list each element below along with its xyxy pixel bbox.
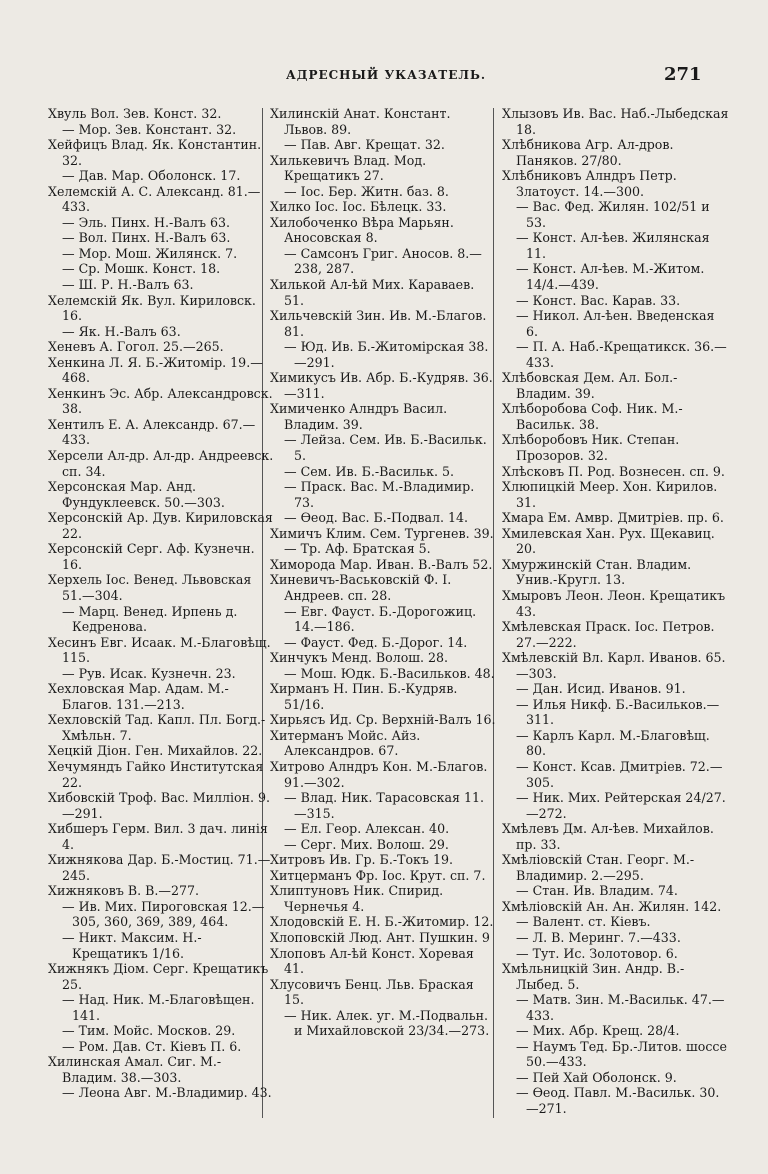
directory-entry: — Ш. Р. Н.-Валъ 63.	[62, 277, 194, 293]
directory-entry: Хвуль Вол. Зев. Конст. 32.	[48, 106, 222, 121]
directory-entry: Хеневъ А. Гогол. 25.—265.	[48, 339, 224, 355]
directory-entry: — Фауст. Фед. Б.-Дорог. 14.	[284, 634, 468, 650]
column-3	[502, 106, 730, 1117]
directory-entry: Хенкина Л. Я. Б.-Житомір. 19.—468.	[48, 354, 263, 386]
directory-entry: — Пав. Авг. Крещат. 32.	[284, 137, 445, 153]
directory-entry: Хибшеръ Герм. Вил. 3 дач. линія 4.	[48, 821, 268, 852]
running-title: АДРЕСНЫЙ УКАЗАТЕЛЬ.	[286, 68, 487, 82]
directory-entry: Хирманъ Н. Пин. Б.-Кудряв. 51/16.	[270, 681, 458, 712]
directory-entry: Хлѣбовская Дем. Ал. Бол.-Владим. 39.	[502, 370, 678, 401]
directory-entry: Химичъ Клим. Сем. Тургенев. 39.	[270, 525, 494, 541]
directory-entry: Химиченко Алндръ Васил. Владим. 39.	[270, 401, 448, 432]
directory-entry: — Ср. Мошк. Конст. 18.	[62, 261, 221, 277]
directory-entry: Хиневичъ-Васьковскій Ф. І. Андреев. сп. 28.	[270, 572, 452, 603]
directory-entry: Хенкинъ Эс. Абр. Александровск. 38.	[48, 385, 273, 417]
directory-entry: Хитцерманъ Фр. Іос. Крут. сп. 7.	[270, 867, 486, 883]
page-number: 271	[664, 64, 702, 85]
directory-entry: Хилко Іос. Іос. Бѣлецк. 33.	[270, 199, 447, 215]
directory-entry: — Іос. Бер. Житн. баз. 8.	[284, 183, 449, 199]
directory-entry: — Евг. Фауст. Б.-Дорогожиц. 14.—186.	[284, 603, 477, 635]
directory-entry: Хелемскій Як. Вул. Кириловск. 16.	[48, 292, 256, 324]
directory-entry: — Ром. Дав. Ст. Кіевъ П. 6.	[62, 1038, 242, 1054]
directory-entry: — Конст. Ал-ѣев. М.-Житом. 14/4.—439.	[516, 261, 705, 293]
directory-entry: — Вас. Фед. Жилян. 102/51 и 53.	[516, 199, 710, 230]
directory-entry: Хмѣлевская Праск. Іос. Петров. 27.—222.	[502, 619, 715, 650]
directory-entry: — П. А. Наб.-Крещатикск. 36.—433.	[516, 339, 727, 370]
directory-entry: Хлѣбникова Агр. Ал-дров. Паняков. 27/80.	[502, 137, 674, 168]
directory-entry: Хирьясъ Ид. Ср. Верхній-Валъ 16.	[270, 712, 496, 728]
directory-entry: Хилобоченко Вѣра Марьян. Аносовская 8.	[270, 214, 454, 246]
directory-entry: — Над. Ник. М.-Благовѣщен. 141.	[62, 992, 255, 1023]
directory-entry: — Самсонъ Григ. Аносов. 8.—238, 287.	[284, 245, 482, 277]
directory-entry: Херсонскій Ар. Дув. Кириловская 22.	[48, 510, 273, 541]
directory-entry: — Мих. Абр. Крещ. 28/4.	[516, 1023, 680, 1039]
directory-entry: Хмѣліовскій Стан. Георг. М.-Владимир. 2.—295.	[502, 852, 695, 883]
directory-entry: Хлюпицкій Меер. Хон. Кирилов. 31.	[502, 479, 718, 510]
directory-entry: Хилькой Ал-ѣй Мих. Караваев. 51.	[270, 277, 475, 308]
directory-entry: Хлоповъ Ал-ѣй Конст. Хоревая 41.	[270, 945, 474, 977]
directory-entry: Хентилъ Е. А. Александр. 67.—433.	[48, 416, 256, 448]
directory-entry: — Ив. Мих. Пироговская 12.—305, 360, 369, 389, 464.	[62, 898, 265, 930]
directory-entry: Хехловская Мар. Адам. М.-Благов. 131.—213.	[48, 681, 229, 712]
directory-entry: Хинчукъ Менд. Волош. 28.	[270, 650, 449, 666]
directory-entry: Хижняковъ В. В.—277.	[48, 883, 199, 899]
directory-entry: — Тим. Мойс. Москов. 29.	[62, 1023, 236, 1039]
directory-entry: Хлызовъ Ив. Вас. Наб.-Лыбедская 18.	[502, 106, 729, 137]
directory-entry: Хлиптуновъ Ник. Спирид. Чернечья 4.	[270, 883, 444, 914]
directory-entry: — Мор. Зев. Констант. 32.	[62, 121, 237, 137]
directory-entry: — Илья Никф. Б.-Васильков.—311.	[516, 696, 720, 728]
directory-entry: — Эль. Пинх. Н.-Валъ 63.	[62, 214, 231, 230]
directory-entry: — Ник. Мих. Рейтерская 24/27.—272.	[516, 790, 726, 821]
directory-entry: — Никол. Ал-ѣен. Введенская 6.	[516, 308, 715, 339]
directory-entry: Хецкій Діон. Ген. Михайлов. 22.	[48, 743, 263, 759]
directory-entry: — Влад. Ник. Тарасовская 11.—315.	[284, 790, 484, 821]
directory-entry: — Тр. Аф. Братская 5.	[284, 541, 431, 557]
directory-entry: Хилинскій Анат. Констант. Львов. 89.	[270, 106, 451, 137]
directory-entry: Хилькевичъ Влад. Мод. Крещатикъ 27.	[270, 152, 427, 184]
directory-entry: Хлусовичъ Бенц. Льв. Браская 15.	[270, 976, 474, 1008]
directory-entry: Хибовскій Троф. Вас. Милліон. 9.—291.	[48, 790, 271, 821]
directory-entry: Хижнякъ Діом. Серг. Крещатикъ 25.	[48, 961, 269, 992]
directory-entry: Хесинъ Евг. Исаак. М.-Благовѣщ. 115.	[48, 634, 271, 666]
directory-entry: — Конст. Ал-ѣев. Жилянская 11.	[516, 230, 710, 261]
column-1	[48, 106, 274, 1101]
directory-entry: — Никт. Максим. Н.-Крещатикъ 1/16.	[62, 929, 202, 961]
directory-entry: — Лейза. Сем. Ив. Б.-Васильк. 5.	[284, 432, 487, 464]
directory-entry: Хитрово Алндръ Кон. М.-Благов. 91.—302.	[270, 758, 488, 790]
directory-entry: Хмѣліовскій Ан. Ан. Жилян. 142.	[502, 898, 722, 914]
directory-entry: Хлѣсковъ П. Род. Вознесен. сп. 9.	[502, 463, 725, 479]
directory-entry: Химорода Мар. Иван. В.-Валъ 52.	[270, 556, 493, 572]
directory-entry: — Рув. Исак. Кузнечн. 23.	[62, 665, 236, 681]
directory-entry: Хейфицъ Влад. Як. Константин. 32.	[48, 137, 262, 168]
directory-entry: Херсонскій Серг. Аф. Кузнечн. 16.	[48, 541, 255, 572]
directory-entry: — Мор. Мош. Жилянск. 7.	[62, 245, 238, 261]
directory-entry: Хитровъ Ив. Гр. Б.-Токъ 19.	[270, 852, 453, 868]
directory-entry: — Ник. Алек. уг. М.-Подвальн. и Михайловской 23/34.—273.	[284, 1007, 490, 1039]
page-header	[0, 64, 768, 88]
column-2	[270, 106, 496, 1039]
directory-entry: — Л. В. Меринг. 7.—433.	[516, 929, 681, 945]
directory-entry: — Конст. Вас. Карав. 33.	[516, 292, 681, 308]
directory-entry: — Ел. Геор. Алексан. 40.	[284, 821, 450, 837]
directory-entry: — Леона Авг. М.-Владимир. 43.	[62, 1085, 272, 1101]
directory-entry: — Дан. Исид. Иванов. 91.	[516, 681, 686, 697]
directory-entry: Хлѣборобова Соф. Ник. М.-Васильк. 38.	[502, 401, 683, 432]
directory-entry: Хмара Ем. Амвр. Дмитріев. пр. 6.	[502, 510, 724, 526]
directory-entry: Хлоповскій Люд. Ант. Пушкин. 9	[270, 929, 490, 945]
directory-entry: — Юд. Ив. Б.-Житомірская 38.—291.	[284, 339, 489, 370]
directory-entry: — Пей Хай Оболонск. 9.	[516, 1069, 677, 1085]
directory-entry: Хитерманъ Мойс. Айз. Александров. 67.	[270, 727, 421, 759]
directory-entry: Хлодовскій Е. Н. Б.-Житомир. 12.	[270, 914, 494, 930]
directory-entry: Хехловскій Тад. Капл. Пл. Богд.-Хмѣльн. 7.	[48, 712, 266, 743]
directory-entry: — Як. Н.-Валъ 63.	[62, 323, 181, 339]
directory-entry: — Матв. Зин. М.-Васильк. 47.—433.	[516, 992, 725, 1023]
directory-entry: — Наумъ Тед. Бр.-Литов. шоссе 50.—433.	[516, 1038, 727, 1070]
directory-entry: — Валент. ст. Кіевъ.	[516, 914, 651, 930]
directory-entry: Хелемскій А. С. Александ. 81.—433.	[48, 183, 261, 215]
directory-entry: Хмуржинскій Стан. Владим. Унив.-Кругл. 13.	[502, 556, 692, 588]
directory-entry: Хмилевская Хан. Рух. Щекавиц. 20.	[502, 525, 715, 557]
directory-entry: — Тут. Ис. Золотовор. 6.	[516, 945, 678, 961]
directory-entry: Херхель Іос. Венед. Львовская 51.—304.	[48, 572, 252, 603]
directory-entry: — Мош. Юдк. Б.-Васильков. 48.	[284, 665, 495, 681]
directory-entry: — Праск. Вас. М.-Владимир. 73.	[284, 479, 475, 510]
directory-entry: Хильчевскій Зин. Ив. М.-Благов. 81.	[270, 308, 487, 339]
directory-entry: Хмѣльницкій Зин. Андр. В.-Лыбед. 5.	[502, 961, 685, 992]
directory-entry: Химикусъ Ив. Абр. Б.-Кудряв. 36.—311.	[270, 370, 493, 401]
directory-entry: — Карлъ Карл. М.-Благовѣщ. 80.	[516, 727, 710, 759]
directory-entry: Херсонская Мар. Анд. Фундуклеевск. 50.—303.	[48, 479, 225, 510]
directory-entry: — Стан. Ив. Владим. 74.	[516, 883, 678, 899]
directory-entry: Хечумяндъ Гайко Институтская 22.	[48, 758, 264, 790]
directory-entry: Хлѣбниковъ Алндръ Петр. Златоуст. 14.—300.	[502, 168, 677, 199]
directory-entry: — Ѳеод. Павл. М.-Васильк. 30.—271.	[516, 1085, 720, 1116]
directory-entry: Хижнякова Дар. Б.-Мостиц. 71.—245.	[48, 852, 271, 883]
directory-entry: — Конст. Ксав. Дмитріев. 72.—305.	[516, 758, 723, 790]
directory-entry: — Серг. Мих. Волош. 29.	[284, 836, 449, 852]
directory-entry: Хмыровъ Леон. Леон. Крещатикъ 43.	[502, 587, 726, 619]
directory-entry: — Сем. Ив. Б.-Васильк. 5.	[284, 463, 455, 479]
directory-entry: Хилинская Амал. Сиг. М.-Владим. 38.—303.	[48, 1054, 222, 1085]
directory-entry: — Вол. Пинх. Н.-Валъ 63.	[62, 230, 231, 246]
directory-entry: — Дав. Мар. Оболонск. 17.	[62, 168, 241, 184]
directory-entry: Хмѣлевъ Дм. Ал-ѣев. Михайлов. пр. 33.	[502, 821, 714, 852]
directory-entry: Хлѣборобовъ Ник. Степан. Прозоров. 32.	[502, 432, 680, 464]
directory-entry: Хмѣлевскій Вл. Карл. Иванов. 65.—303.	[502, 650, 726, 681]
directory-entry: Херсели Ал-др. Ал-др. Андреевск. сп. 34.	[48, 448, 274, 479]
directory-entry: — Ѳеод. Вас. Б.-Подвал. 14.	[284, 510, 469, 526]
directory-entry: — Марц. Венед. Ирпень д. Кедренова.	[62, 603, 238, 635]
